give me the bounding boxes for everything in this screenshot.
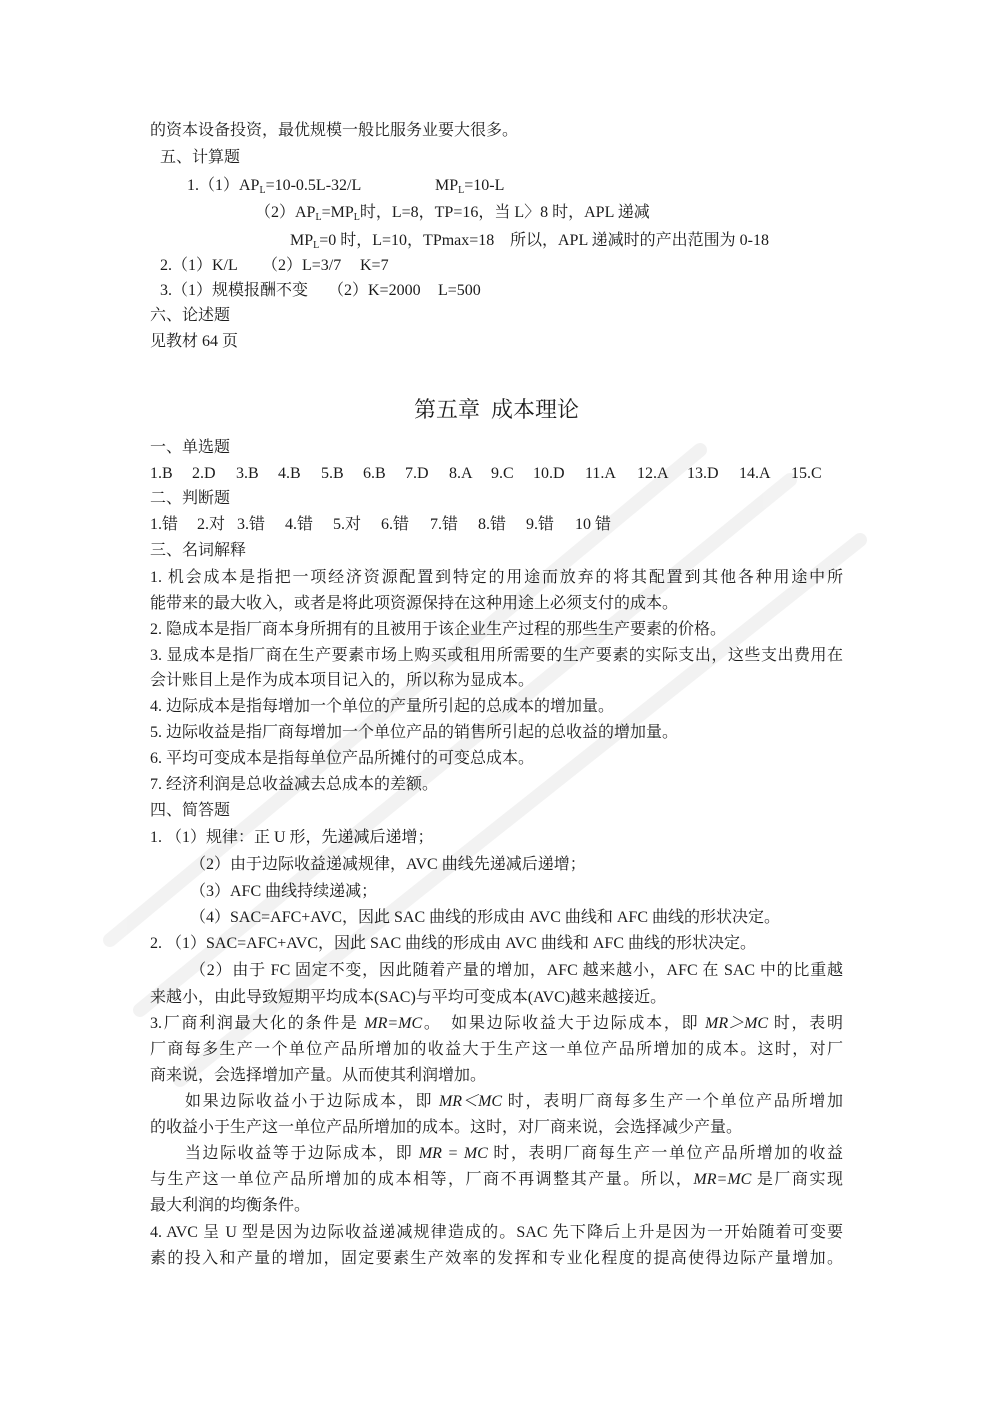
short-answer-line: （3）AFC 曲线持续递减； xyxy=(190,883,378,900)
answer-item: 3.B xyxy=(236,465,259,482)
formula-mr-mc: MR=MC xyxy=(364,1015,423,1032)
answer-item: 5.B xyxy=(321,465,344,482)
definition-line: 5. 边际收益是指厂商每增加一个单位产品的销售所引起的总收益的增加量。 xyxy=(150,724,679,741)
answer-item: 7.错 xyxy=(430,516,459,533)
answer-item: 4.错 xyxy=(285,516,314,533)
short-answer-line: 4. AVC 呈 U 型是因为边际收益递减规律造成的。SAC 先下降后上升是因为一开始随着可变要 xyxy=(150,1224,843,1241)
calc-q2-part2: （2）L=3/7 xyxy=(262,257,342,274)
definition-line: 6. 平均可变成本是指每单位产品所摊付的可变总成本。 xyxy=(150,750,535,767)
answer-item: 2.对 xyxy=(197,516,226,533)
formula-text: =10-L xyxy=(464,177,505,194)
calc-q1-line3 xyxy=(290,231,494,251)
formula-text: =MP xyxy=(321,204,354,221)
formula-text: 时，L=8，TP=16，当 L〉8 时，APL 递减 xyxy=(359,204,650,221)
answer-item: 14.A xyxy=(739,465,771,482)
formula-text: MP xyxy=(435,177,459,194)
formula-mr-lt-mc: MR＜MC xyxy=(438,1093,503,1110)
subscript: L xyxy=(458,185,465,196)
short-answer-line xyxy=(150,1170,843,1190)
answer-item: 10.D xyxy=(533,465,565,482)
answer-item: 9.C xyxy=(491,465,514,482)
text-run: 是厂商实现 xyxy=(751,1171,843,1188)
short-answer-line: 来越小，由此导致短期平均成本(SAC)与平均可变成本(AVC)越来越接近。 xyxy=(150,989,667,1006)
answer-item: 9.错 xyxy=(526,516,555,533)
answer-item: 5.对 xyxy=(333,516,362,533)
short-answer-line: 最大利润的均衡条件。 xyxy=(150,1197,311,1214)
short-answer-line: （2）由于边际收益递减规律，AVC 曲线先递减后递增； xyxy=(190,856,586,873)
calc-q2-part1: 2.（1）K/L xyxy=(160,257,238,274)
formula-mr-mc: MR=MC xyxy=(693,1171,752,1188)
answer-item: 8.错 xyxy=(478,516,507,533)
section-heading-definitions: 三、名词解释 xyxy=(150,542,247,559)
answer-item: 7.D xyxy=(405,465,429,482)
definition-line: 7. 经济利润是总收益减去总成本的差额。 xyxy=(150,776,439,793)
formula-text: =0 时，L=10，TPmax=18 xyxy=(319,232,495,249)
calc-q1-line1-mp xyxy=(435,176,504,196)
calc-q3-part1: 3.（1）规模报酬不变 xyxy=(160,282,309,299)
short-answer-line: （2）由于 FC 固定不变，因此随着产量的增加，AFC 越来越小，AFC 在 SAC 中的比重越 xyxy=(190,962,843,979)
definition-line: 1. 机会成本是指把一项经济资源配置到特定的用途而放弃的将其配置到其他各种用途中所 xyxy=(150,569,843,586)
answer-item: 10 错 xyxy=(575,516,612,533)
calc-q3-part3: L=500 xyxy=(438,282,481,299)
text-run: 如果边际收益小于边际成本，即 xyxy=(185,1093,439,1110)
answer-item: 8.A xyxy=(449,465,473,482)
subscript: L xyxy=(313,240,320,251)
calc-q2-part3: K=7 xyxy=(360,257,389,274)
short-answer-line: 商来说，会选择增加产量。从而使其利润增加。 xyxy=(150,1067,487,1084)
calc-q1-line2 xyxy=(255,203,650,223)
answer-item: 4.B xyxy=(278,465,301,482)
short-answer-line xyxy=(150,1014,843,1034)
formula-text: （2）AP xyxy=(255,204,316,221)
single-choice-answers xyxy=(0,464,993,484)
section-heading-short-answer: 四、简答题 xyxy=(150,802,231,819)
true-false-answers xyxy=(0,515,993,535)
text-run: 3.厂商利润最大化的条件是 xyxy=(150,1015,365,1032)
section-heading-essay: 六、论述题 xyxy=(150,307,231,324)
short-answer-line: （4）SAC=AFC+AVC，因此 SAC 曲线的形成由 AVC 曲线和 AFC 曲线的形状决定。 xyxy=(190,909,780,926)
definition-line: 4. 边际成本是指每增加一个单位的产量所引起的总成本的增加量。 xyxy=(150,698,615,715)
definition-line: 3. 显成本是指厂商在生产要素市场上购买或租用所需要的生产要素的实际支出，这些支出费用在 xyxy=(150,647,843,664)
short-answer-line: 素的投入和产量的增加，固定要素生产效率的发挥和专业化程度的提高使得边际产量增加。 xyxy=(150,1250,843,1267)
answer-item: 12.A xyxy=(637,465,669,482)
formula-mr-gt-mc: MR＞MC xyxy=(705,1015,769,1032)
answer-item: 3.错 xyxy=(237,516,266,533)
formula-mr-eq-mc: MR = MC xyxy=(418,1145,488,1162)
short-answer-line xyxy=(185,1092,843,1112)
section-heading-true-false: 二、判断题 xyxy=(150,490,231,507)
answer-item: 2.D xyxy=(192,465,216,482)
answer-item: 13.D xyxy=(687,465,719,482)
calc-q1-line1-ap xyxy=(187,176,361,196)
text-run: 时，表明厂商每多生产一个单位产品所增加 xyxy=(502,1093,843,1110)
short-answer-line: 厂商每多生产一个单位产品所增加的收益大于生产这一单位产品所增加的成本。这时，对厂 xyxy=(150,1041,843,1058)
subscript: L xyxy=(259,185,266,196)
subscript: L xyxy=(353,212,360,223)
definition-line: 2. 隐成本是指厂商本身所拥有的且被用于该企业生产过程的那些生产要素的价格。 xyxy=(150,621,727,638)
answer-item: 1.B xyxy=(150,465,173,482)
text-run: 与生产这一单位产品所增加的成本相等，厂商不再调整其产量。所以， xyxy=(150,1171,694,1188)
calc-q3-part2: （2）K=2000 xyxy=(328,282,421,299)
section-heading-calculation: 五、计算题 xyxy=(160,149,241,166)
definition-line: 会计账目上是作为成本项目记入的，所以称为显成本。 xyxy=(150,672,535,689)
text-run: 。 如果边际收益大于边际成本，即 xyxy=(422,1015,705,1032)
answer-item: 15.C xyxy=(791,465,822,482)
short-answer-line xyxy=(185,1144,843,1164)
definition-line: 能带来的最大收入，或者是将此项资源保持在这种用途上必须支付的成本。 xyxy=(150,595,679,612)
continued-text-line: 的资本设备投资，最优规模一般比服务业要大很多。 xyxy=(150,122,519,139)
chapter-title: 第五章 成本理论 xyxy=(413,397,579,422)
section-heading-single-choice: 一、单选题 xyxy=(150,439,231,456)
formula-text: MP xyxy=(290,232,314,249)
answer-item: 6.错 xyxy=(381,516,410,533)
text-run: 当边际收益等于边际成本，即 xyxy=(185,1145,419,1162)
formula-text: 1.（1）AP xyxy=(187,177,260,194)
answer-item: 1.错 xyxy=(150,516,179,533)
answer-item: 11.A xyxy=(585,465,616,482)
text-run: 时，表明 xyxy=(768,1015,843,1032)
text-run: 时，表明厂商每生产一单位产品所增加的收益 xyxy=(487,1145,843,1162)
subscript: L xyxy=(315,212,322,223)
answer-item: 6.B xyxy=(363,465,386,482)
short-answer-line: 1. （1）规律：正 U 形，先递减后递增； xyxy=(150,829,434,846)
essay-answer: 见教材 64 页 xyxy=(150,333,239,350)
formula-text: =10-0.5L-32/L xyxy=(265,177,362,194)
calc-q1-line3-conclusion: 所以，APL 递减时的产出范围为 0-18 xyxy=(510,232,769,249)
short-answer-line: 2. （1）SAC=AFC+AVC，因此 SAC 曲线的形成由 AVC 曲线和 AFC 曲线的形状决定。 xyxy=(150,935,756,952)
short-answer-line: 的收益小于生产这一单位产品所增加的成本。这时，对厂商来说，会选择减少产量。 xyxy=(150,1119,743,1136)
